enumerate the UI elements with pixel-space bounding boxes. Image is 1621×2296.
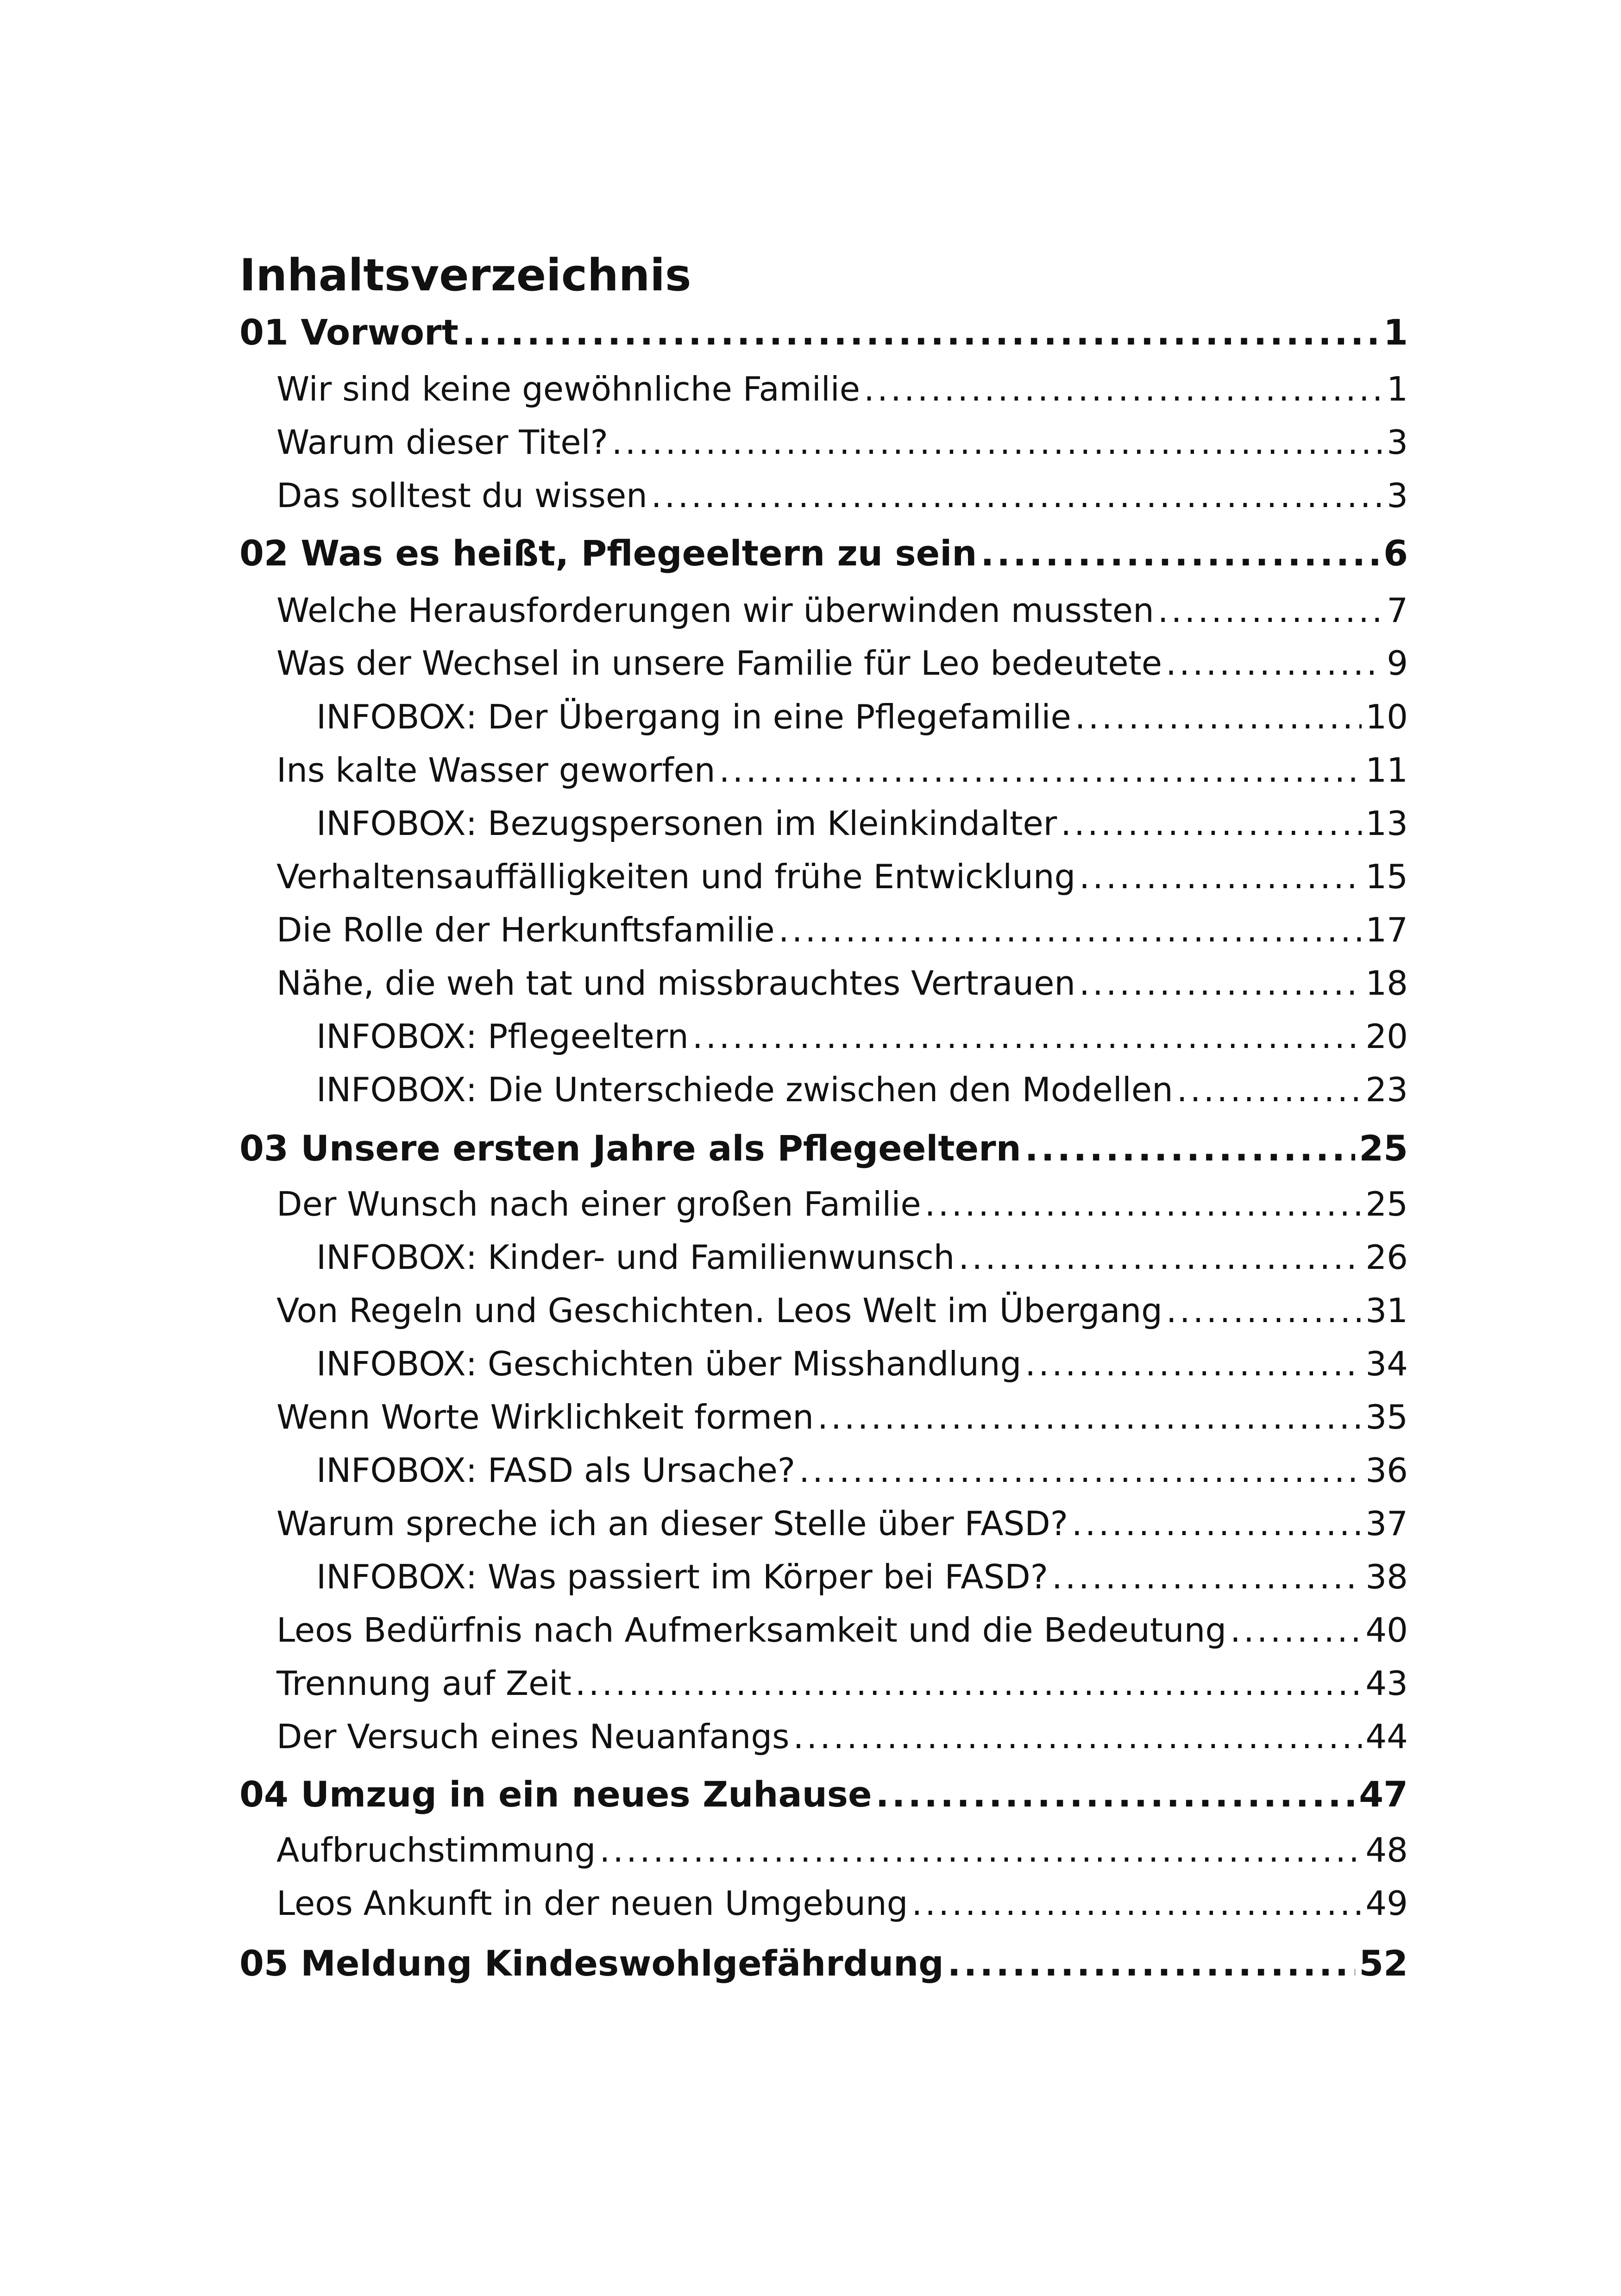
toc-entry-label: 02 Was es heißt, Pflegeeltern zu sein bbox=[239, 533, 977, 574]
dot-leader bbox=[817, 1396, 1362, 1438]
toc-entry-label: 03 Unsere ersten Jahre als Pflegeeltern bbox=[239, 1128, 1021, 1169]
toc-entry-label: Trennung auf Zeit bbox=[276, 1664, 572, 1703]
toc-infobox-entry bbox=[316, 803, 1408, 844]
toc-entry-label: Verhaltensauffälligkeiten und frühe Entwicklung bbox=[276, 857, 1076, 896]
toc-page-number: 49 bbox=[1365, 1884, 1408, 1923]
toc-section-entry bbox=[276, 421, 1408, 463]
dot-leader bbox=[719, 749, 1362, 791]
toc-entry-label: INFOBOX: Bezugspersonen im Kleinkindalter bbox=[316, 804, 1057, 843]
toc-section-entry bbox=[276, 962, 1408, 1004]
toc-chapter-entry bbox=[239, 312, 1408, 353]
dot-leader bbox=[876, 1774, 1356, 1815]
dot-leader bbox=[1072, 1503, 1362, 1544]
dot-leader bbox=[793, 1716, 1362, 1757]
toc-infobox-entry bbox=[316, 1449, 1408, 1491]
toc-chapter-entry bbox=[239, 533, 1408, 574]
toc-page-number: 7 bbox=[1387, 591, 1408, 630]
toc-entry-label: INFOBOX: Was passiert im Körper bei FASD? bbox=[316, 1557, 1048, 1596]
toc-infobox-entry bbox=[316, 1236, 1408, 1278]
toc-page-number: 35 bbox=[1365, 1398, 1408, 1437]
toc-entry-label: Wenn Worte Wirklichkeit formen bbox=[276, 1398, 814, 1437]
toc-entry-label: Wir sind keine gewöhnliche Familie bbox=[276, 370, 861, 408]
toc-entry-label: Aufbruchstimmung bbox=[276, 1831, 596, 1869]
toc-page-number: 6 bbox=[1383, 533, 1408, 574]
dot-leader bbox=[911, 1882, 1362, 1924]
toc-entry-label: 04 Umzug in ein neues Zuhause bbox=[239, 1774, 872, 1815]
toc-entry-label: Ins kalte Wasser geworfen bbox=[276, 751, 716, 790]
toc-page-number: 47 bbox=[1359, 1774, 1408, 1815]
toc-page-number: 3 bbox=[1387, 423, 1408, 462]
toc-page-number: 36 bbox=[1365, 1451, 1408, 1490]
toc-chapter-entry bbox=[239, 1774, 1408, 1815]
toc-page-number: 31 bbox=[1365, 1291, 1408, 1330]
toc-page-number: 1 bbox=[1387, 370, 1408, 408]
dot-leader bbox=[1079, 962, 1362, 1004]
toc-infobox-entry bbox=[316, 1343, 1408, 1385]
toc-entry-label: Der Versuch eines Neuanfangs bbox=[276, 1717, 790, 1756]
toc-page-number: 38 bbox=[1365, 1557, 1408, 1596]
toc-page-number: 34 bbox=[1365, 1344, 1408, 1383]
dot-leader bbox=[958, 1236, 1362, 1278]
toc-section-entry bbox=[276, 1609, 1408, 1651]
toc-section-entry bbox=[276, 642, 1408, 684]
toc-section-entry bbox=[276, 1503, 1408, 1544]
toc-section-entry bbox=[276, 1716, 1408, 1757]
toc-entry-label: INFOBOX: Kinder- und Familienwunsch bbox=[316, 1238, 955, 1277]
dot-leader bbox=[462, 312, 1380, 353]
toc-entry-label: Was der Wechsel in unsere Familie für Leo bedeutete bbox=[276, 644, 1162, 683]
dot-leader bbox=[1230, 1609, 1362, 1651]
dot-leader bbox=[1166, 1290, 1362, 1331]
dot-leader bbox=[864, 368, 1383, 410]
dot-leader bbox=[612, 421, 1383, 463]
toc-section-entry bbox=[276, 368, 1408, 410]
toc-page-number: 26 bbox=[1365, 1238, 1408, 1277]
dot-leader bbox=[925, 1183, 1362, 1225]
toc-page-number: 15 bbox=[1365, 857, 1408, 896]
toc-page-number: 25 bbox=[1365, 1185, 1408, 1223]
toc-page-number: 17 bbox=[1365, 910, 1408, 949]
toc-entry-label: INFOBOX: Der Übergang in eine Pflegefamilie bbox=[316, 697, 1071, 736]
toc-section-entry bbox=[276, 1882, 1408, 1924]
toc-page-number: 20 bbox=[1365, 1017, 1408, 1056]
toc-entry-label: Der Wunsch nach einer großen Familie bbox=[276, 1185, 921, 1223]
toc-page-number: 23 bbox=[1365, 1070, 1408, 1109]
toc-page-number: 11 bbox=[1365, 751, 1408, 790]
toc-section-entry bbox=[276, 1396, 1408, 1438]
toc-entry-label: Die Rolle der Herkunftsfamilie bbox=[276, 910, 775, 949]
toc-page-number: 9 bbox=[1387, 644, 1408, 683]
dot-leader bbox=[948, 1943, 1356, 1984]
dot-leader bbox=[1025, 1128, 1355, 1169]
toc-chapter-entry bbox=[239, 1128, 1408, 1169]
toc-entry-label: INFOBOX: Pflegeeltern bbox=[316, 1017, 689, 1056]
toc-page-number: 18 bbox=[1365, 964, 1408, 1003]
toc-entry-label: Leos Bedürfnis nach Aufmerksamkeit und die Bedeutung bbox=[276, 1611, 1227, 1650]
toc-entry-label: Warum dieser Titel? bbox=[276, 423, 608, 462]
dot-leader bbox=[1061, 803, 1362, 844]
toc-entry-label: INFOBOX: FASD als Ursache? bbox=[316, 1451, 796, 1490]
toc-section-entry bbox=[276, 1183, 1408, 1225]
toc-page-number: 13 bbox=[1365, 804, 1408, 843]
dot-leader bbox=[1025, 1343, 1362, 1385]
dot-leader bbox=[651, 475, 1383, 516]
toc-page-number: 48 bbox=[1365, 1831, 1408, 1869]
dot-leader bbox=[799, 1449, 1362, 1491]
toc-section-entry bbox=[276, 909, 1408, 951]
toc-entry-label: 05 Meldung Kindeswohlgefährdung bbox=[239, 1943, 944, 1984]
dot-leader bbox=[692, 1016, 1362, 1057]
dot-leader bbox=[1177, 1069, 1362, 1110]
toc-entry-label: Welche Herausforderungen wir überwinden mussten bbox=[276, 591, 1154, 630]
dot-leader bbox=[779, 909, 1362, 951]
dot-leader bbox=[1158, 590, 1383, 631]
toc-page-number: 43 bbox=[1365, 1664, 1408, 1703]
toc-entry-label: Nähe, die weh tat und missbrauchtes Vertrauen bbox=[276, 964, 1076, 1003]
dot-leader bbox=[1079, 856, 1362, 897]
toc-section-entry bbox=[276, 856, 1408, 897]
toc-infobox-entry bbox=[316, 1556, 1408, 1598]
toc-chapter-entry bbox=[239, 1943, 1408, 1984]
toc-section-entry bbox=[276, 1829, 1408, 1871]
dot-leader bbox=[575, 1662, 1362, 1704]
dot-leader bbox=[1166, 642, 1383, 684]
toc-section-entry bbox=[276, 1290, 1408, 1331]
toc-entry-label: Warum spreche ich an dieser Stelle über FASD? bbox=[276, 1504, 1068, 1543]
toc-page-number: 1 bbox=[1383, 312, 1408, 353]
toc-section-entry bbox=[276, 590, 1408, 631]
toc-infobox-entry bbox=[316, 1016, 1408, 1057]
toc-entry-label: INFOBOX: Die Unterschiede zwischen den Modellen bbox=[316, 1070, 1173, 1109]
toc-entry-label: Das solltest du wissen bbox=[276, 476, 647, 515]
dot-leader bbox=[599, 1829, 1362, 1871]
toc-entry-label: 01 Vorwort bbox=[239, 312, 459, 353]
toc-infobox-entry bbox=[316, 696, 1408, 738]
dot-leader bbox=[1052, 1556, 1362, 1598]
toc-entry-label: INFOBOX: Geschichten über Misshandlung bbox=[316, 1344, 1022, 1383]
toc-entry-label: Von Regeln und Geschichten. Leos Welt im Übergang bbox=[276, 1291, 1162, 1330]
toc-section-entry bbox=[276, 749, 1408, 791]
toc-title: Inhaltsverzeichnis bbox=[239, 250, 691, 301]
toc-page-number: 44 bbox=[1365, 1717, 1408, 1756]
toc-page-number: 10 bbox=[1365, 697, 1408, 736]
dot-leader bbox=[1075, 696, 1362, 738]
toc-page-number: 40 bbox=[1365, 1611, 1408, 1650]
dot-leader bbox=[980, 533, 1380, 574]
toc-page-number: 25 bbox=[1359, 1128, 1408, 1169]
toc-page-number: 52 bbox=[1359, 1943, 1408, 1984]
toc-page-number: 37 bbox=[1365, 1504, 1408, 1543]
toc-page-number: 3 bbox=[1387, 476, 1408, 515]
toc-section-entry bbox=[276, 1662, 1408, 1704]
toc-section-entry bbox=[276, 475, 1408, 516]
toc-entry-label: Leos Ankunft in der neuen Umgebung bbox=[276, 1884, 908, 1923]
toc-infobox-entry bbox=[316, 1069, 1408, 1110]
